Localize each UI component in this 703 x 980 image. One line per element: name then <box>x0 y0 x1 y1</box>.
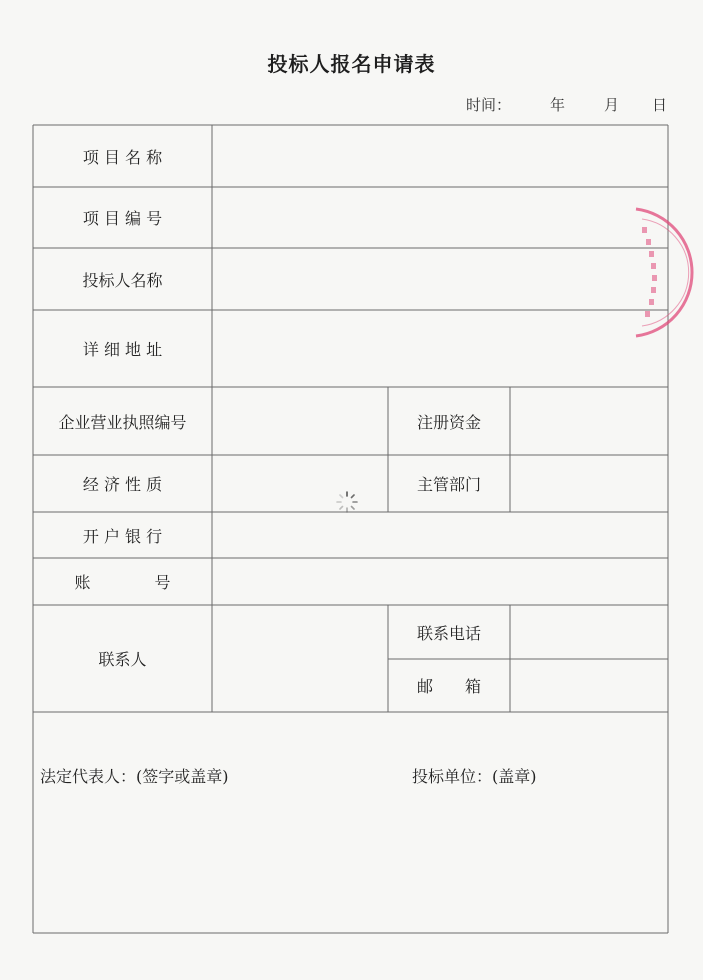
label-bidder-name: 投标人名称 <box>82 270 163 290</box>
legal-representative-signature: 法定代表人：(签字或盖章) <box>40 767 229 786</box>
label-address: 详 细 地 址 <box>82 340 163 359</box>
date-prefix: 时间： <box>466 96 512 114</box>
label-authority: 主管部门 <box>416 475 481 494</box>
red-seal-stamp <box>632 205 703 340</box>
date-year: 年 <box>550 96 566 114</box>
label-registered-capital: 注册资金 <box>416 412 481 432</box>
label-bank: 开 户 银 行 <box>82 526 163 546</box>
label-license-number: 企业营业执照编号 <box>58 412 187 432</box>
label-contact: 联系人 <box>98 650 147 669</box>
label-phone: 联系电话 <box>416 623 481 643</box>
label-email: 邮 箱 <box>416 677 481 696</box>
form-title: 投标人报名申请表 <box>267 52 436 76</box>
label-project-name: 项 目 名 称 <box>82 147 163 167</box>
loading-spinner-icon <box>334 489 360 515</box>
label-project-number: 项 目 编 号 <box>82 209 163 228</box>
date-month: 月 <box>604 96 620 114</box>
date-day: 日 <box>652 96 668 114</box>
label-economic-nature: 经 济 性 质 <box>82 475 163 494</box>
bidder-unit-seal: 投标单位：(盖章) <box>412 767 537 786</box>
label-account: 账 号 <box>74 573 171 592</box>
